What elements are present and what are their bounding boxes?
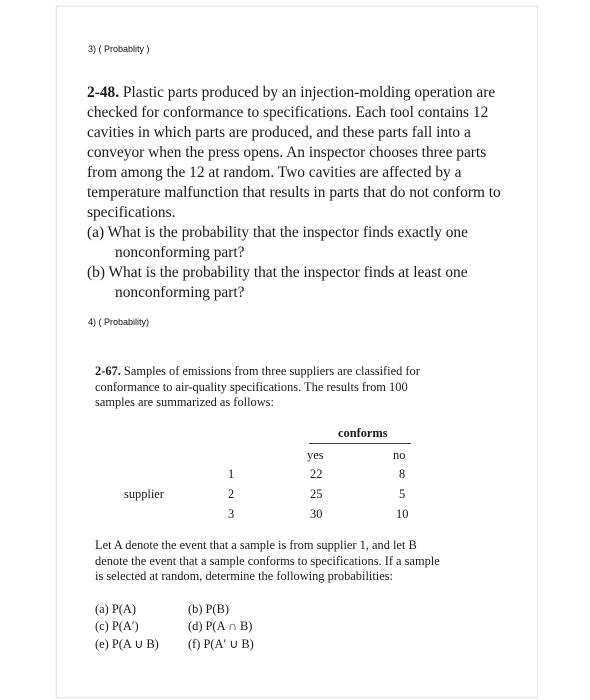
cell-2-no: 5 (399, 487, 406, 501)
problem-text: Samples of emissions from three suppliers are classified for conformance to air-quality specifications. The results from 100 samples are summarized as follows: (95, 364, 420, 409)
option-a: (a) P(A) (95, 602, 136, 616)
cell-1-yes: 22 (310, 467, 323, 481)
problem-2-67-events: Let A denote the event that a sample is from supplier 1, and let B denote the event that a sample conforms to specifications. If a sample is selected at random, determine the following probabilities: (95, 538, 440, 583)
problem-2-48-body (87, 83, 503, 223)
table-group-header: conforms (338, 426, 388, 440)
option-d: (d) P(A ∩ B) (188, 619, 253, 633)
question-b: (b) What is the probability that the inspector finds at least one nonconforming part? (87, 264, 468, 301)
supplier-1: 1 (228, 467, 235, 481)
option-e: (e) P(A ∪ B) (95, 637, 159, 651)
section-3-heading: 3) ( Probablity ) (88, 44, 150, 54)
option-b: (b) P(B) (188, 602, 229, 616)
section-4-heading: 4) ( Probability) (88, 317, 150, 327)
supplier-3: 3 (228, 507, 235, 521)
option-f: (f) P(A′ ∪ B) (188, 637, 254, 651)
cell-1-no: 8 (399, 467, 406, 481)
supplier-2: 2 (228, 487, 235, 501)
table-rule (309, 443, 411, 444)
cell-3-yes: 30 (310, 507, 323, 521)
option-c: (c) P(A′) (95, 619, 139, 633)
row-label-supplier: supplier (124, 487, 164, 501)
cell-2-yes: 25 (310, 487, 323, 501)
problem-text: Plastic parts produced by an injection-molding operation are checked for conformance to specifications. Each tool contains 12 cavities in which parts are produced, and these parts fall into a conveyor when the press opens. An inspector chooses three parts from among the 12 at random. Two cavities are affected by a temperature malfunction that results in parts that do not conform to specifications. (87, 84, 501, 221)
problem-number: 2-67. (95, 364, 121, 378)
cell-3-no: 10 (396, 507, 409, 521)
column-header-yes: yes (307, 448, 324, 462)
question-a: (a) What is the probability that the inspector finds exactly one nonconforming part? (87, 224, 468, 261)
problem-2-67-intro (95, 364, 440, 411)
problem-number: 2-48. (87, 84, 120, 101)
problem-2-48 (87, 83, 503, 303)
column-header-no: no (393, 448, 406, 462)
